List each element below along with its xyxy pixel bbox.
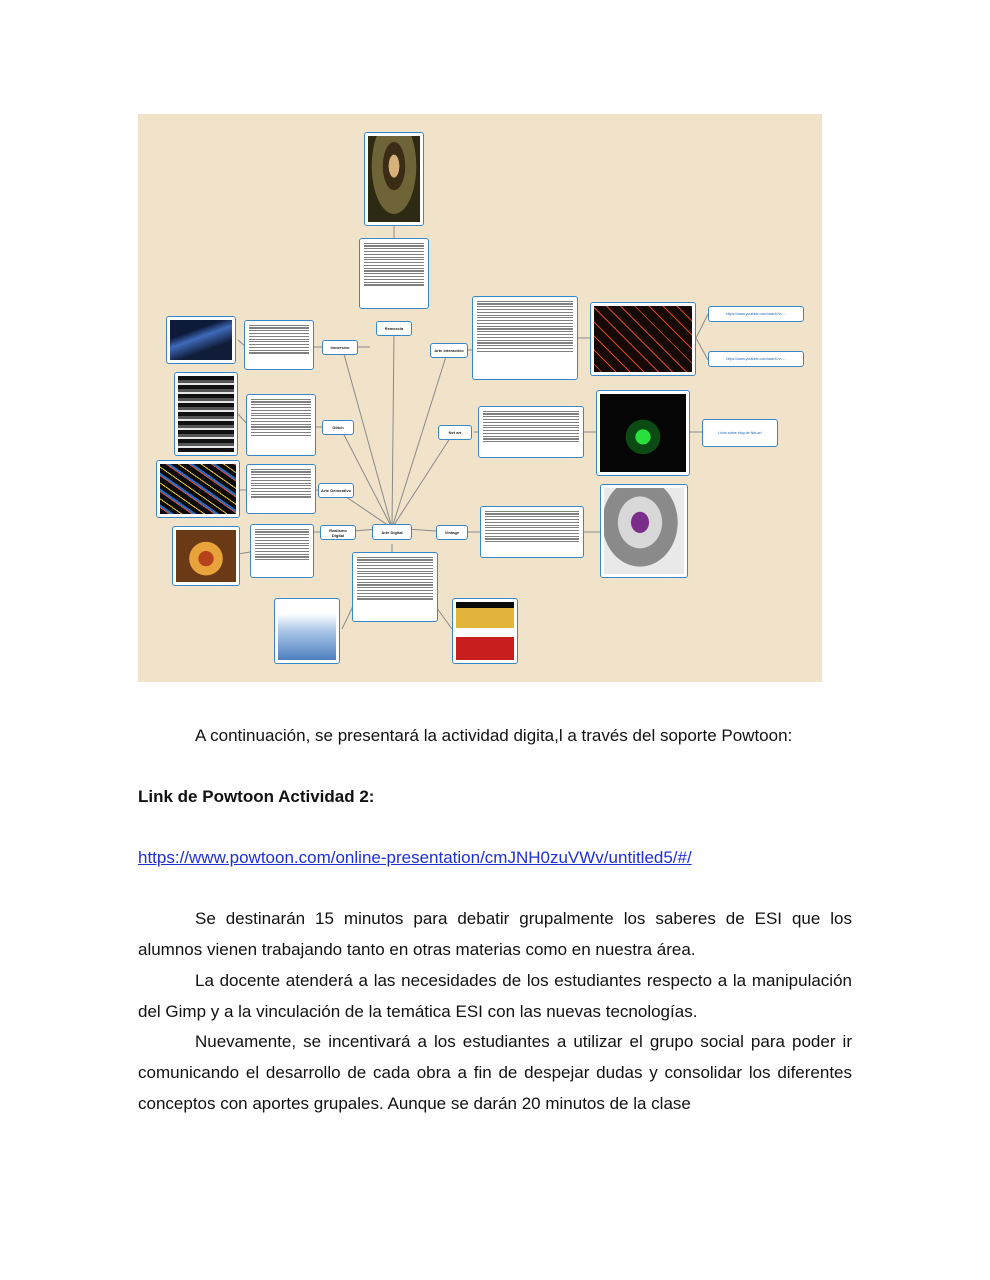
paragraph-gimp-needs: La docente atenderá a las necesidades de los estudiantes respecto a la manipulación del Gimp y a la vinculación de la temática ESI con las nuevas tecnologías. — [138, 971, 852, 1021]
paragraph-social-group: Nuevamente, se incentivará a los estudiantes a utilizar el grupo social para poder ir comunicando el desarrollo de cada obra a fin de despejar dudas y consolidar los diferentes conceptos con aportes grupales. Aunque se darán 20 minutos de la clase — [138, 1032, 852, 1113]
branch-net-art: Net art — [438, 425, 472, 440]
fries-box-image — [452, 598, 518, 664]
branch-glitch: Glitch — [322, 420, 354, 435]
net-art-description — [478, 406, 584, 458]
branch-realismo-digital: Realismo Digital — [320, 525, 356, 540]
arte-interactivo-description — [472, 296, 578, 380]
vintage-collage-image — [600, 484, 688, 578]
branch-arte-generativo: Arte Generativo — [318, 483, 354, 498]
portrait-image — [364, 132, 424, 226]
arte-digital-description — [352, 552, 438, 622]
inmersivo-description — [244, 320, 314, 370]
youtube-link-2[interactable]: https://www.youtube.com/watch?v=... — [708, 351, 804, 367]
branch-inmersivo: Inmersivo — [322, 340, 358, 355]
generative-art-image — [156, 460, 240, 518]
paragraph-esi-debate: Se destinarán 15 minutos para debatir grupalmente los saberes de ESI que los alumnos vienen trabajando tanto en otras materias como en nuestra área. — [138, 909, 852, 959]
powtoon-link-heading: Link de Powtoon Actividad 2: — [138, 787, 375, 806]
net-art-dancer-image — [596, 390, 690, 476]
realismo-digital-description — [250, 524, 314, 578]
intro-paragraph: A continuación, se presentará la actividad digita,l a través del soporte Powtoon: — [195, 726, 793, 745]
center-node-arte-digital: Arte Digital — [372, 524, 412, 540]
remezcla-description — [359, 238, 429, 309]
youtube-link-1[interactable]: https://www.youtube.com/watch?v=... — [708, 306, 804, 322]
arte-generativo-description — [246, 464, 316, 514]
mindmap-connectors — [138, 114, 822, 682]
mindmap-figure — [138, 114, 822, 682]
seagull-sky-image — [274, 598, 340, 664]
glitch-description — [246, 394, 316, 456]
immersive-room-image — [166, 316, 236, 364]
powtoon-link[interactable]: https://www.powtoon.com/online-presentation/cmJNH0zuVWv/untitled5/#/ — [138, 848, 692, 867]
digital-realism-image — [172, 526, 240, 586]
interactive-floor-image — [590, 302, 696, 376]
branch-vintage: Vintage — [436, 525, 468, 540]
glitch-image — [174, 372, 238, 456]
vintage-description — [480, 506, 584, 558]
branch-arte-interactivo: Arte interactivo — [430, 343, 468, 358]
branch-remezcla: Remezcla — [376, 321, 412, 336]
net-art-blog-link[interactable]: Links sobre blog de Net-art — [702, 419, 778, 447]
